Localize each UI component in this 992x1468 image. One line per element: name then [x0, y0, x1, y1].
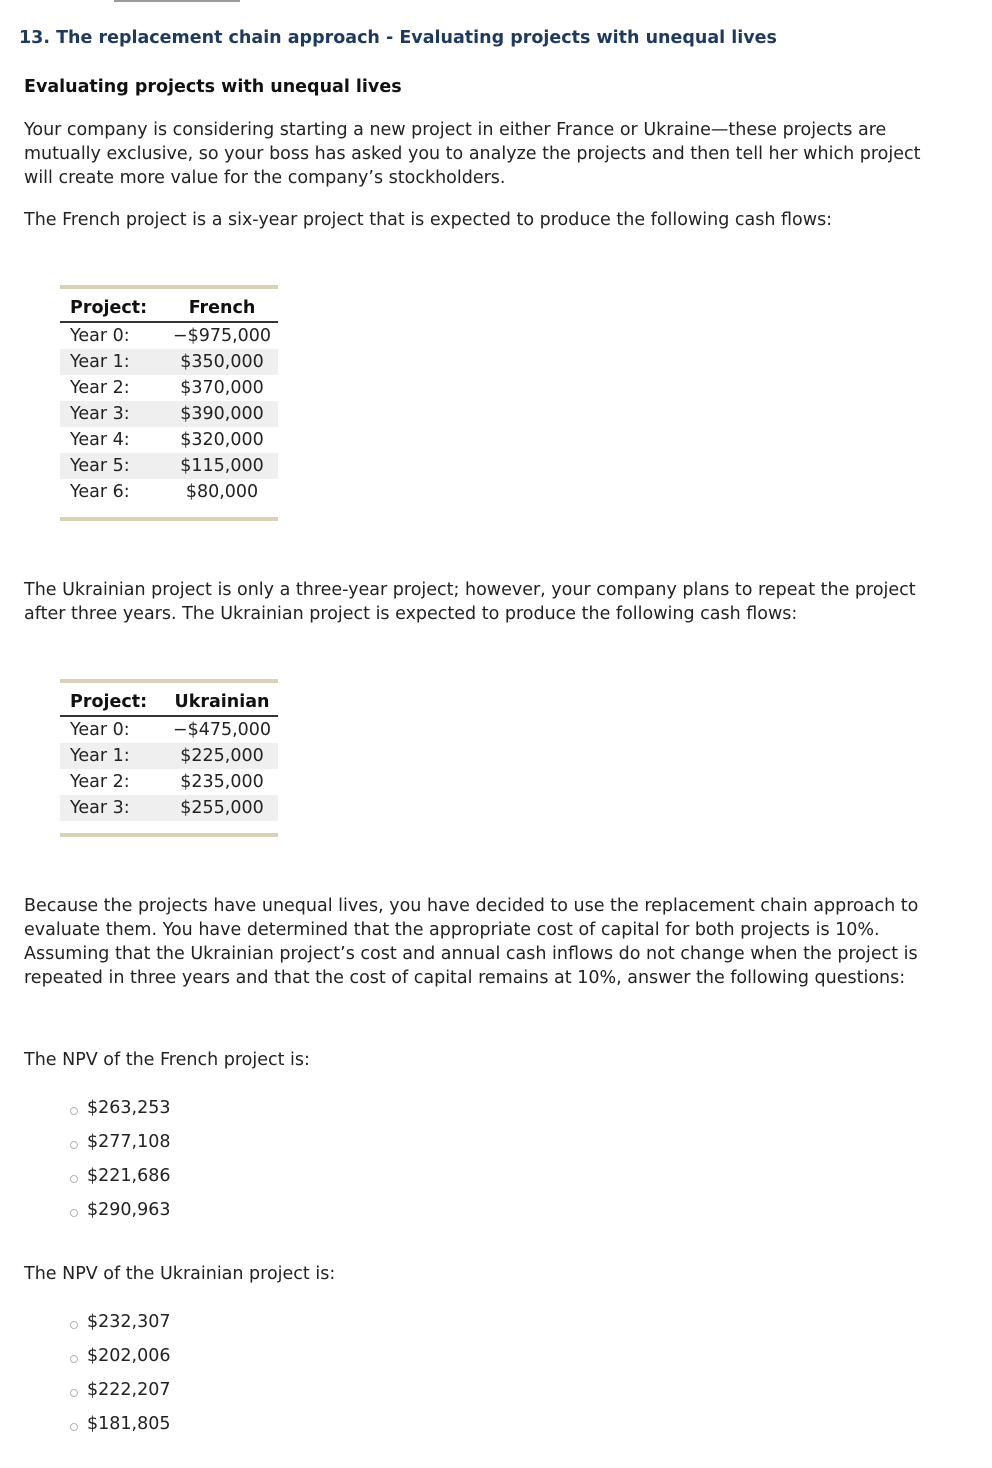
- table-header-project: Ukrainian: [166, 689, 278, 716]
- table-row: [60, 795, 278, 821]
- option-label: $202,006: [87, 1346, 171, 1366]
- year-label: Year 5:: [60, 453, 166, 479]
- table-header-project: French: [166, 295, 278, 322]
- table-row: [60, 375, 278, 401]
- option-label: $277,108: [87, 1132, 171, 1152]
- option-label: $290,963: [87, 1200, 171, 1220]
- npv-ukrainian-option[interactable]: [70, 1305, 171, 1339]
- npv-ukrainian-option[interactable]: [70, 1339, 171, 1373]
- npv-french-option[interactable]: [70, 1125, 171, 1159]
- npv-french-options: [70, 1091, 171, 1227]
- year-label: Year 2:: [70, 378, 130, 398]
- cash-flow-value: $80,000: [185, 482, 259, 502]
- question-title: 13. The replacement chain approach - Evaluating projects with unequal lives: [19, 28, 777, 48]
- table-header-label: Project:: [60, 295, 166, 322]
- year-label: Year 3:: [60, 401, 166, 427]
- option-label: $263,253: [87, 1098, 171, 1118]
- section-subheading: Evaluating projects with unequal lives: [24, 77, 402, 97]
- top-tab-indicator: [114, 0, 240, 2]
- year-label: Year 1:: [60, 349, 166, 375]
- table-row: [60, 743, 278, 769]
- ukrainian-intro-paragraph: The Ukrainian project is only a three-year project; however, your company plans to repeat the project after three years. The Ukrainian project is expected to produce the following cash flows:: [24, 580, 916, 624]
- year-label: Year 0:: [70, 720, 130, 740]
- cash-flow-value: −$475,000: [172, 720, 272, 740]
- cash-flow-value: $370,000: [180, 378, 264, 398]
- cash-flow-value: $235,000: [180, 772, 264, 792]
- year-label: Year 3:: [60, 795, 166, 821]
- option-label: $232,307: [87, 1312, 171, 1332]
- year-label: Year 1:: [60, 743, 166, 769]
- option-label: $221,686: [87, 1166, 171, 1186]
- french-intro-paragraph: The French project is a six-year project that is expected to produce the following cash flows:: [24, 210, 833, 230]
- npv-ukrainian-options: [70, 1305, 171, 1441]
- intro-paragraph: Your company is considering starting a new project in either France or Ukraine—these projects are mutually exclusive, so your boss has asked you to analyze the projects and then tell her which project will create more value for the company’s stockholders.: [24, 120, 921, 188]
- radio-button-icon[interactable]: [70, 1355, 78, 1363]
- table-row: [60, 479, 278, 505]
- radio-button-icon[interactable]: [70, 1209, 78, 1217]
- cash-flow-value: $225,000: [166, 743, 278, 769]
- radio-button-icon[interactable]: [70, 1321, 78, 1329]
- year-label: Year 2:: [70, 772, 130, 792]
- table-row: [60, 716, 278, 743]
- table-header-label: Project:: [60, 689, 166, 716]
- radio-button-icon[interactable]: [70, 1107, 78, 1115]
- table-row: [60, 769, 278, 795]
- npv-french-prompt: The NPV of the French project is:: [24, 1050, 310, 1070]
- cash-flow-value: $390,000: [166, 401, 278, 427]
- npv-french-option[interactable]: [70, 1091, 171, 1125]
- option-label: $181,805: [87, 1414, 171, 1434]
- cash-flow-value: $115,000: [166, 453, 278, 479]
- radio-button-icon[interactable]: [70, 1389, 78, 1397]
- npv-ukrainian-option[interactable]: [70, 1407, 171, 1441]
- npv-french-option[interactable]: [70, 1193, 171, 1227]
- table-row: [60, 453, 278, 479]
- radio-button-icon[interactable]: [70, 1141, 78, 1149]
- npv-ukrainian-prompt: The NPV of the Ukrainian project is:: [24, 1264, 336, 1284]
- ukrainian-cash-flow-table: [60, 679, 278, 837]
- npv-ukrainian-option[interactable]: [70, 1373, 171, 1407]
- table-row: [60, 349, 278, 375]
- cash-flow-value: $255,000: [166, 795, 278, 821]
- year-label: Year 4:: [70, 430, 130, 450]
- table-row: [60, 401, 278, 427]
- french-cash-flow-table: [60, 285, 278, 521]
- cash-flow-value: $320,000: [180, 430, 264, 450]
- table-row: [60, 322, 278, 349]
- table-row: [60, 427, 278, 453]
- radio-button-icon[interactable]: [70, 1175, 78, 1183]
- method-paragraph: Because the projects have unequal lives, you have decided to use the replacement chain approach to evaluate them. You have determined that the appropriate cost of capital for both projects is 10%. Assuming that the Ukrainian project’s cost and annual cash inflows do not change when the project is repeated in three years and that the cost of capital remains at 10%, answer the following questions:: [24, 896, 919, 988]
- cash-flow-value: $350,000: [166, 349, 278, 375]
- year-label: Year 0:: [70, 326, 130, 346]
- option-label: $222,207: [87, 1380, 171, 1400]
- radio-button-icon[interactable]: [70, 1423, 78, 1431]
- cash-flow-value: −$975,000: [172, 326, 272, 346]
- npv-french-option[interactable]: [70, 1159, 171, 1193]
- year-label: Year 6:: [70, 482, 130, 502]
